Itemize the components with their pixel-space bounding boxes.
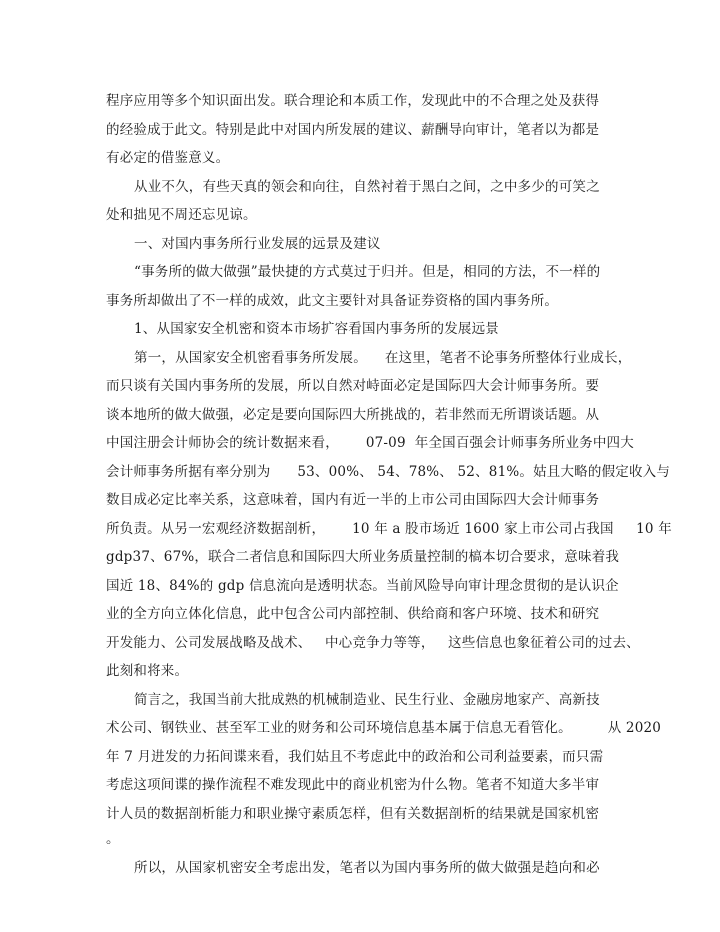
text-line: 所负责。从另一宏观经济数据剖析， 10 年 a 股市场近 1600 家上市公司占我国 10 年 [106,521,672,537]
subsection-heading: 1、从国家安全机密和资本市场扩容看国内事务所的发展远景 [134,321,499,337]
text-line: 开发能力、公司发展战略及战术、 中心竞争力等等， 这些信息也象征着公司的过去、 [106,635,640,651]
text-line: 会计师事务所据有率分别为 53、00%、 54、78%、 52、81%。姑且大略的假定收入与 [106,464,671,480]
text-line: 第一，从国家安全机密看事务所发展。 在这里，笔者不论事务所整体行业成长， [134,350,632,366]
text-line: 考虑这项间谍的操作流程不难发现此中的商业机密为什么物。笔者不知道大多半审 [106,777,600,793]
text-line: 业的全方向立体化信息，此中包含公司内部控制、供给商和客户环境、技术和研究 [106,606,600,622]
text-line: 。 [106,831,120,847]
text-line: “事务所的做大做强”最快捷的方式莫过于归并。但是，相同的方法，不一样的 [134,264,601,280]
text-line: 处和拙见不周还忘见谅。 [106,207,257,223]
text-line: 所以，从国家机密安全考虑出发，笔者以为国内事务所的做大做强是趋向和必 [134,860,600,876]
text-line: 年 7 月进发的力拓间谍来看，我们姑且不考虑此中的政治和公司利益要素，而只需 [106,749,604,765]
text-line: 术公司、钢铁业、甚至军工业的财务和公司环境信息基本属于信息无看管化。 从 2020 [106,720,662,736]
text-line: 计人员的数据剖析能力和职业操守素质怎样，但有关数据剖析的结果就是国家机密 [106,806,600,822]
text-line: 的经验成于此文。特别是此中对国内所发展的建议、薪酬导向审计，笔者以为都是 [106,122,600,138]
text-line: 数目成必定比率关系，这意味着，国内有近一半的上市公司由国际四大会计师事务 [106,492,600,508]
text-line: 从业不久，有些天真的领会和向往，自然衬着于黑白之间，之中多少的可笑之 [134,179,600,195]
text-line: 谈本地所的做大做强，必定是要向国际四大所挑战的，若非然而无所谓谈话题。从 [106,407,600,423]
text-line: 事务所却做出了不一样的成效，此文主要针对具备证券资格的国内事务所。 [106,293,559,309]
text-line: 程序应用等多个知识面出发。联合理论和本质工作，发现此中的不合理之处及获得 [106,93,600,109]
text-line: gdp37、67%，联合二者信息和国际四大所业务质量控制的槁本切合要求，意味着我 [106,549,620,565]
text-line: 国近 18、84%的 gdp 信息流向是透明状态。当前风险导向审计理念贯彻的是认识企 [106,578,619,594]
text-line: 有必定的借鉴意义。 [106,150,230,166]
text-line: 中国注册会计师协会的统计数据来看， 07-09 年全国百强会计师事务所业务中四大 [106,435,634,451]
text-line: 此刻和将来。 [106,663,189,679]
section-heading: 一、对国内事务所行业发展的远景及建议 [134,236,381,252]
text-line: 而只谈有关国内事务所的发展，所以自然对峙面必定是国际四大会计师事务所。要 [106,378,600,394]
text-line: 简言之，我国当前大批成熟的机械制造业、民生行业、金融房地家产、高新技 [134,692,600,708]
